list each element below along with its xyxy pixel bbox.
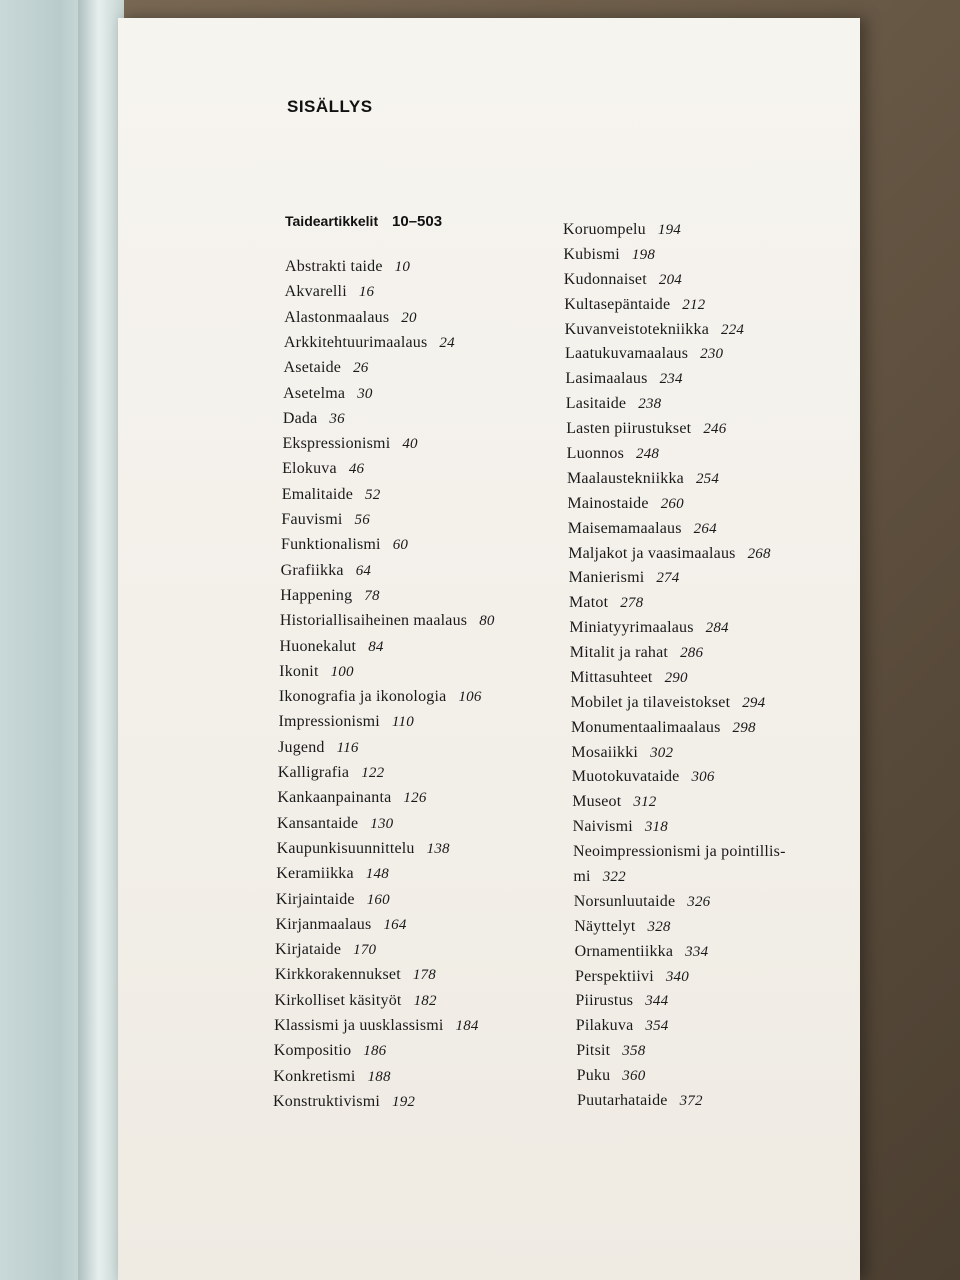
entry-title: Perspektiivi xyxy=(575,967,654,985)
entry-title: Keramiikka xyxy=(276,865,354,883)
entry-page-number: 246 xyxy=(703,421,727,438)
entry-page-number: 148 xyxy=(365,866,389,883)
contents-entry xyxy=(568,520,717,538)
contents-entry xyxy=(280,587,379,605)
entry-page-number: 358 xyxy=(622,1043,646,1060)
entry-title: Konkretismi xyxy=(273,1067,356,1085)
page-title: SISÄLLYS xyxy=(287,97,373,116)
contents-entry xyxy=(572,768,715,786)
entry-page-number: 56 xyxy=(354,512,370,529)
entry-page-number: 198 xyxy=(631,246,656,263)
contents-entry xyxy=(276,865,389,883)
entry-title: Mobilet ja tilaveistokset xyxy=(570,693,731,711)
entry-title: Mitalit ja rahat xyxy=(569,644,669,662)
entry-page-number: 188 xyxy=(367,1068,391,1085)
contents-entry xyxy=(567,470,719,488)
entry-title: Mainostaide xyxy=(567,494,649,512)
entry-page-number: 64 xyxy=(355,562,372,579)
entry-page-number: 164 xyxy=(383,916,407,933)
contents-entry xyxy=(276,891,390,909)
entry-page-number: 160 xyxy=(366,891,390,908)
entry-page-number: 52 xyxy=(365,486,381,503)
contents-entry xyxy=(567,445,660,463)
contents-entry xyxy=(284,309,416,327)
entry-title: Monumentaalimaalaus xyxy=(571,718,721,736)
contents-entry xyxy=(282,435,417,453)
entry-page-number: 234 xyxy=(659,371,683,388)
contents-entry xyxy=(273,1068,390,1086)
entry-title: Asetelma xyxy=(283,384,346,402)
contents-entry xyxy=(273,1093,415,1111)
entry-title: Pitsit xyxy=(576,1042,611,1060)
entry-title: Mittasuhteet xyxy=(570,668,653,686)
contents-entry xyxy=(573,868,625,886)
contents-entry xyxy=(280,638,384,656)
entry-page-number: 344 xyxy=(645,993,669,1010)
entry-title: Kaupunkisuunnittelu xyxy=(276,839,415,857)
entry-page-number: 278 xyxy=(620,595,644,612)
entry-page-number: 126 xyxy=(403,790,427,807)
entry-title: Lasimaalaus xyxy=(565,370,648,388)
entry-title: Naivismi xyxy=(572,818,633,836)
contents-entry xyxy=(563,221,681,239)
entry-title: Mosaiikki xyxy=(571,743,639,761)
entry-page-number: 318 xyxy=(644,819,668,836)
entry-title: Arkkitehtuurimaalaus xyxy=(283,333,428,351)
entry-title: Laatukuvamaalaus xyxy=(565,345,689,363)
entry-title: Puutarhataide xyxy=(577,1092,668,1109)
entry-page-number: 360 xyxy=(622,1068,646,1085)
entry-title: Koruompelu xyxy=(563,221,646,238)
entry-title: Kudonnaiset xyxy=(563,270,647,288)
contents-entry xyxy=(274,1017,479,1035)
contents-entry xyxy=(283,410,345,428)
entry-title: Emalitaide xyxy=(281,485,354,503)
contents-entry xyxy=(572,793,656,811)
entry-page-number: 178 xyxy=(412,967,436,984)
contents-entry xyxy=(575,968,689,986)
entry-title: Ekspressionismi xyxy=(282,435,391,453)
contents-entry xyxy=(282,460,364,478)
contents-entry xyxy=(282,486,381,504)
entry-page-number: 204 xyxy=(658,271,682,288)
entry-page-number: 106 xyxy=(458,689,482,706)
contents-entry xyxy=(571,719,756,737)
entry-title: Konstruktivismi xyxy=(273,1093,381,1110)
section-page-range: 10–503 xyxy=(392,213,443,230)
entry-title: Alastonmaalaus xyxy=(284,308,390,326)
entry-page-number: 322 xyxy=(602,869,626,886)
entry-page-number: 78 xyxy=(364,587,380,604)
entry-title: Kubismi xyxy=(563,245,620,263)
contents-entry xyxy=(274,1042,387,1060)
contents-entry xyxy=(566,395,662,413)
contents-entry xyxy=(276,916,407,934)
entry-page-number: 138 xyxy=(426,840,450,857)
entry-page-number: 16 xyxy=(358,284,375,301)
contents-entry xyxy=(568,545,771,563)
entry-page-number: 170 xyxy=(353,942,377,959)
entry-title: Maalaustekniikka xyxy=(567,469,684,487)
entry-page-number: 194 xyxy=(657,222,681,238)
entry-title: Kankaanpainanta xyxy=(277,789,392,807)
contents-entry xyxy=(569,594,643,612)
entry-title: Maljakot ja vaasimaalaus xyxy=(568,544,736,562)
entry-title: Ikonit xyxy=(279,662,319,680)
entry-title: Lasten piirustukset xyxy=(566,420,692,438)
contents-entry xyxy=(283,385,372,403)
entry-page-number: 224 xyxy=(721,321,745,338)
entry-title: Norsunluutaide xyxy=(573,892,676,910)
entry-title: Grafiikka xyxy=(280,561,344,579)
entry-title: Huonekalut xyxy=(279,637,357,655)
contents-entry xyxy=(278,739,359,757)
entry-page-number: 184 xyxy=(455,1018,479,1035)
entry-title: Manierismi xyxy=(568,569,645,587)
entry-page-number: 264 xyxy=(693,520,717,537)
entry-title: Kirkkorakennukset xyxy=(274,966,401,984)
entry-title: Kompositio xyxy=(273,1042,352,1060)
entry-page-number: 84 xyxy=(368,638,384,655)
contents-entry xyxy=(277,815,393,833)
contents-entry xyxy=(569,569,680,587)
entry-page-number: 40 xyxy=(402,436,418,453)
contents-entry xyxy=(565,370,682,388)
contents-entry xyxy=(277,840,450,858)
contents-entry xyxy=(573,818,668,836)
entry-title: Akvarelli xyxy=(284,283,347,301)
entry-title: Funktionalismi xyxy=(281,536,381,554)
entry-title: Historiallisaiheinen maalaus xyxy=(279,612,468,630)
contents-page xyxy=(118,18,860,1280)
entry-page-number: 212 xyxy=(682,296,706,313)
entry-page-number: 372 xyxy=(679,1093,703,1109)
contents-entry xyxy=(577,1092,703,1110)
entry-page-number: 122 xyxy=(361,765,385,782)
entry-title: Kuvanveistotekniikka xyxy=(564,320,710,338)
contents-entry xyxy=(575,943,709,961)
entry-title: Pilakuva xyxy=(575,1017,634,1035)
entry-page-number: 254 xyxy=(695,470,720,487)
entry-page-number: 326 xyxy=(687,893,711,910)
entry-page-number: 290 xyxy=(664,669,688,686)
entry-title: Maisemamaalaus xyxy=(567,519,682,537)
entry-page-number: 312 xyxy=(633,794,657,811)
entry-title: Museot xyxy=(572,793,622,811)
entry-page-number: 20 xyxy=(401,309,417,326)
contents-entry xyxy=(574,918,670,936)
entry-page-number: 274 xyxy=(656,570,680,587)
entry-page-number: 354 xyxy=(645,1018,669,1035)
contents-entry xyxy=(564,296,705,314)
entry-page-number: 100 xyxy=(330,663,354,680)
contents-entry xyxy=(277,789,426,807)
contents-entry xyxy=(280,612,495,630)
entry-page-number: 268 xyxy=(747,545,771,562)
entry-page-number: 286 xyxy=(680,645,704,662)
entry-title: Neoimpressionismi ja pointillis- xyxy=(573,843,786,861)
contents-entry xyxy=(576,1017,669,1035)
contents-entry xyxy=(563,246,655,264)
contents-entry xyxy=(571,694,766,712)
entry-page-number: 130 xyxy=(370,815,394,832)
entry-page-number: 26 xyxy=(353,360,369,377)
entry-title: Kirkolliset käsityöt xyxy=(274,991,402,1009)
contents-entry xyxy=(278,764,385,782)
entry-title: Happening xyxy=(280,586,353,604)
entry-page-number: 298 xyxy=(732,719,756,736)
section-label: Taideartikkelit xyxy=(285,213,379,229)
contents-entry xyxy=(565,345,723,363)
contents-entry xyxy=(278,713,413,731)
contents-entry xyxy=(279,663,354,681)
entry-title: Piirustus xyxy=(575,992,634,1010)
entry-title: Kirjataide xyxy=(275,941,342,959)
entry-title: Muotokuvataide xyxy=(571,768,680,786)
contents-entry xyxy=(575,992,668,1010)
entry-title: Kultasepäntaide xyxy=(564,295,671,313)
entry-title: Kansantaide xyxy=(277,814,359,832)
entry-title: Miniatyyrimaalaus xyxy=(569,619,694,637)
entry-title: Lasitaide xyxy=(565,395,627,413)
entry-page-number: 46 xyxy=(348,461,365,478)
entry-page-number: 60 xyxy=(392,537,409,554)
entry-title: Ikonografia ja ikonologia xyxy=(278,688,447,706)
entry-page-number: 294 xyxy=(742,694,766,711)
entry-page-number: 10 xyxy=(394,259,411,275)
contents-entry xyxy=(565,321,745,339)
contents-entry xyxy=(284,359,369,377)
contents-entry xyxy=(566,420,726,438)
contents-entry xyxy=(279,688,482,706)
contents-entry xyxy=(284,334,455,352)
contents-entry xyxy=(577,1067,646,1085)
contents-entry xyxy=(275,941,376,959)
contents-entry xyxy=(567,495,683,513)
entry-page-number: 248 xyxy=(636,445,660,462)
entry-title: Näyttelyt xyxy=(574,917,636,935)
entry-page-number: 110 xyxy=(391,714,414,731)
entry-title: Asetaide xyxy=(283,359,342,377)
entry-page-number: 192 xyxy=(392,1094,416,1110)
entry-title: mi xyxy=(573,868,591,886)
contents-entry xyxy=(573,843,786,861)
contents-entry xyxy=(571,744,673,762)
contents-entry xyxy=(564,271,682,289)
entry-page-number: 30 xyxy=(357,385,373,402)
entry-title: Impressionismi xyxy=(278,713,380,731)
contents-entry xyxy=(569,619,728,637)
contents-entry xyxy=(570,669,688,687)
entry-page-number: 80 xyxy=(479,613,495,630)
entry-title: Matot xyxy=(569,594,609,612)
entry-title: Klassismi ja uusklassismi xyxy=(274,1017,444,1035)
entry-page-number: 340 xyxy=(665,968,689,985)
entry-title: Kirjaintaide xyxy=(275,890,355,908)
entry-title: Kirjanmaalaus xyxy=(275,915,372,933)
entry-page-number: 36 xyxy=(329,410,345,427)
entry-page-number: 328 xyxy=(647,918,671,935)
entry-page-number: 284 xyxy=(705,620,729,637)
entry-page-number: 182 xyxy=(413,992,437,1009)
entry-title: Abstrakti taide xyxy=(285,258,383,275)
contents-entry xyxy=(570,644,703,662)
entry-title: Dada xyxy=(282,409,318,427)
entry-page-number: 238 xyxy=(638,396,662,413)
entry-title: Kalligrafia xyxy=(277,764,350,782)
entry-page-number: 230 xyxy=(700,346,724,363)
entry-page-number: 260 xyxy=(660,495,684,512)
entry-title: Luonnos xyxy=(566,444,624,462)
entry-page-number: 306 xyxy=(691,769,715,786)
contents-entry xyxy=(576,1042,645,1060)
contents-entry xyxy=(274,992,436,1010)
contents-entry xyxy=(285,283,375,301)
contents-entry xyxy=(281,511,370,529)
section-heading xyxy=(285,213,442,230)
entry-title: Puku xyxy=(576,1067,611,1085)
entry-title: Ornamentiikka xyxy=(574,942,674,960)
entry-title: Fauvismi xyxy=(281,511,343,529)
contents-entry xyxy=(285,258,410,276)
entry-page-number: 334 xyxy=(685,943,709,960)
entry-page-number: 24 xyxy=(439,334,455,351)
contents-entry xyxy=(281,562,372,580)
contents-entry xyxy=(275,966,436,984)
entry-page-number: 116 xyxy=(336,739,359,756)
contents-entry xyxy=(281,536,408,554)
entry-title: Jugend xyxy=(278,738,325,756)
entry-page-number: 186 xyxy=(363,1043,387,1060)
entry-title: Elokuva xyxy=(282,460,337,478)
entry-page-number: 302 xyxy=(650,744,674,761)
contents-entry xyxy=(574,893,711,911)
